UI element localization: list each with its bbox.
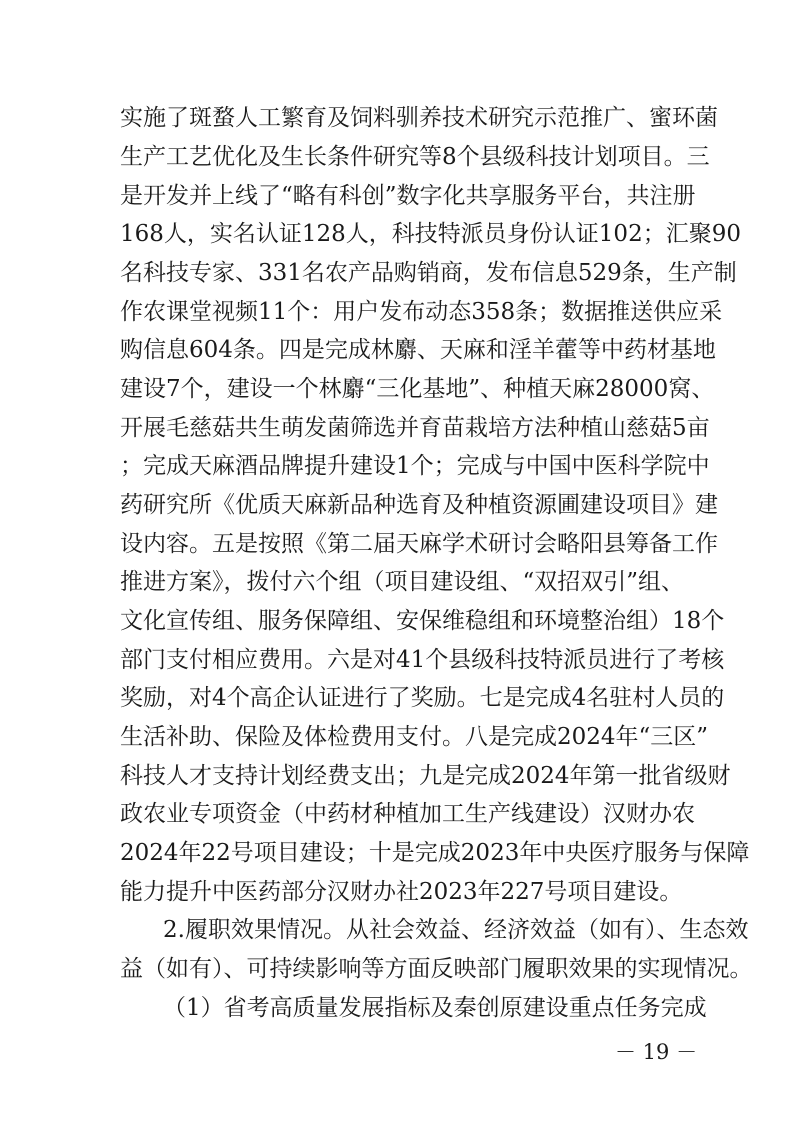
body-line: 政农业专项资金（中药材种植加工生产线建设）汉财办农 xyxy=(120,801,695,827)
body-line: 是开发并上线了“略有科创”数字化共享服务平台，共注册 xyxy=(120,183,696,209)
body-line: 部门支付相应费用。六是对41个县级科技特派员进行了考核 xyxy=(120,647,725,673)
body-line: 设内容。五是按照《第二届天麻学术研讨会略阳县筹备工作 xyxy=(120,531,718,557)
body-line: 推进方案》，拨付六个组（项目建设组、“双招双引”组、 xyxy=(120,569,685,595)
body-line: 生产工艺优化及生长条件研究等8个县级科技计划项目。三 xyxy=(120,144,710,170)
body-line: 开展毛慈菇共生萌发菌筛选并育苗栽培方法种植山慈菇5亩 xyxy=(120,415,710,441)
body-line: ；完成天麻酒品牌提升建设1个；完成与中国中医科学院中 xyxy=(120,453,710,479)
page-number: － 19 － xyxy=(615,1040,698,1064)
body-line: 作农课堂视频11个：用户发布动态358条；数据推送供应采 xyxy=(120,299,723,325)
body-line: 生活补助、保险及体检费用支付。八是完成2024年“三区” xyxy=(120,724,709,750)
body-line: 能力提升中医药部分汉财办社2023年227号项目建设。 xyxy=(120,879,683,905)
body-line: 168人，实名认证128人，科技特派员身份认证102；汇聚90 xyxy=(120,221,741,247)
body-line: 奖励，对4个高企认证进行了奖励。七是完成4名驻村人员的 xyxy=(120,685,725,711)
body-line: 名科技专家、331名农产品购销商，发布信息529条，生产制 xyxy=(120,260,737,286)
body-line: 2024年22号项目建设；十是完成2023年中央医疗服务与保障 xyxy=(120,840,750,866)
body-line: 购信息604条。四是完成林麝、天麻和淫羊藿等中药材基地 xyxy=(120,337,716,363)
section-body-line: 益（如有）、可持续影响等方面反映部门履职效果的实现情况。 xyxy=(120,956,753,982)
body-line: 实施了斑蝥人工繁育及饲料驯养技术研究示范推广、蜜环菌 xyxy=(120,105,718,131)
subsection-heading-line: （1）省考高质量发展指标及秦创原建设重点任务完成 xyxy=(163,995,707,1021)
body-line: 药研究所《优质天麻新品种选育及种植资源圃建设项目》建 xyxy=(120,492,718,518)
body-line: 建设7个，建设一个林麝“三化基地”、种植天麻28000窝、 xyxy=(120,376,715,402)
body-line: 科技人才支持计划经费支出；九是完成2024年第一批省级财 xyxy=(120,763,731,789)
section-heading-line: 2.履职效果情况。从社会效益、经济效益（如有）、生态效 xyxy=(163,917,749,943)
body-line: 文化宣传组、服务保障组、安保维稳组和环境整治组）18个 xyxy=(120,608,725,634)
